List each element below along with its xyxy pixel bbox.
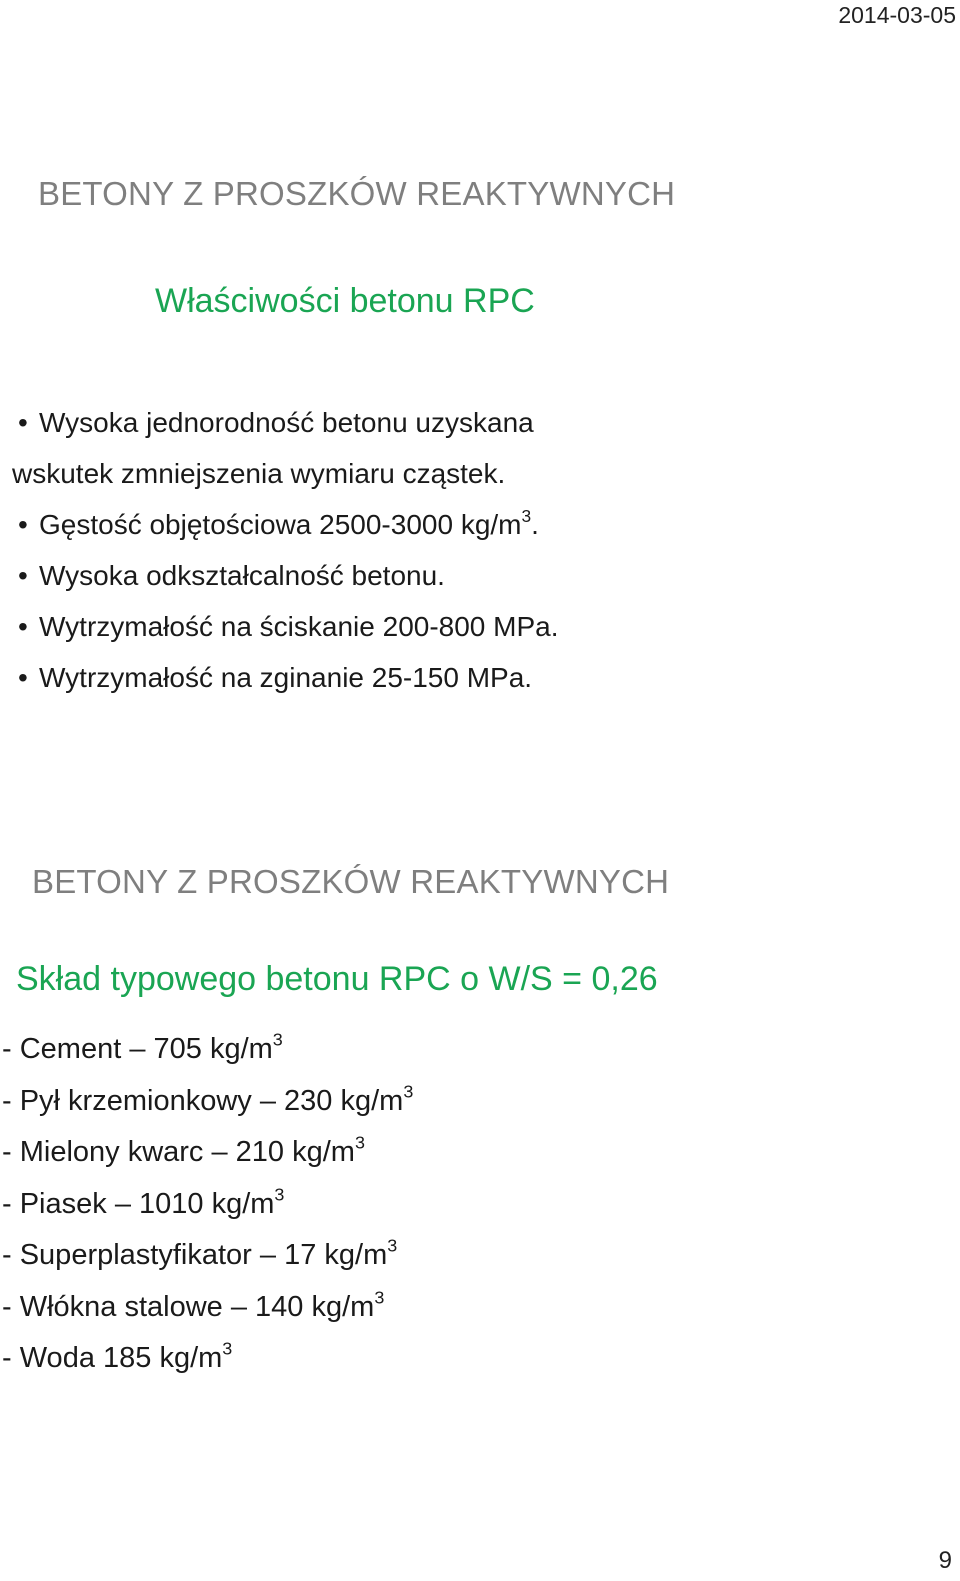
bullet-item-continuation [12, 448, 559, 499]
bullet-dot-icon: • [18, 407, 28, 438]
bullet-item [18, 499, 559, 550]
bullet-suffix: . [531, 509, 539, 540]
bullet-dot-icon: • [18, 662, 28, 693]
superscript: 3 [374, 1286, 385, 1307]
composition-item: - Pył krzemionkowy – 230 $kg/m^3$ [2, 1080, 414, 1117]
composition-item: - Mielony kwarc – 210 $kg/m^3$ [2, 1132, 365, 1168]
superscript: 3 [354, 1132, 365, 1153]
bullet-item [18, 397, 559, 448]
properties-list [12, 397, 559, 703]
bullet-dot-icon: • [18, 611, 28, 642]
bullet-dot-icon: • [18, 560, 28, 591]
composition-item: - Superplastyfikator – 17 $kg/m^3$ [2, 1235, 398, 1271]
bullet-item [18, 550, 559, 601]
superscript: 3 [387, 1235, 398, 1256]
composition-item: - Woda 185 $kg/m^3$ [2, 1338, 233, 1374]
bullet-item [18, 652, 559, 703]
composition-item: - Piasek – 1010 $kg/m^3$ [2, 1183, 285, 1220]
slide2-subtitle: Skład typowego betonu RPC o W/S = 0,26 [16, 960, 658, 998]
slide1-subtitle: Właściwości betonu RPC [155, 282, 535, 320]
composition-list [2, 1024, 413, 1385]
bullet-text: Wytrzymałość na ściskanie 200-800 MPa. [39, 611, 559, 642]
slide2-title: BETONY Z PROSZKÓW REAKTYWNYCH [32, 863, 670, 900]
page-number: 9 [938, 1547, 952, 1574]
superscript: 3 [521, 505, 532, 526]
bullet-text: Wysoka odkształcalność betonu. [39, 560, 445, 591]
bullet-text: Gęstość objętościowa 2500-3000 kg/m [39, 509, 522, 540]
superscript: 3 [272, 1029, 283, 1050]
bullet-item [18, 601, 559, 652]
slide1-title: BETONY Z PROSZKÓW REAKTYWNYCH [38, 175, 676, 212]
bullet-text: Wysoka jednorodność betonu uzyskana [39, 407, 534, 438]
composition-item: - Włókna stalowe – 140 $kg/m^3$ [2, 1286, 385, 1323]
superscript: 3 [403, 1080, 414, 1101]
bullet-text: Wytrzymałość na zginanie 25-150 MPa. [39, 662, 533, 693]
superscript: 3 [274, 1183, 285, 1204]
superscript: 3 [222, 1338, 233, 1359]
composition-item: - Cement – 705 $kg/m^3$ [2, 1029, 283, 1065]
bullet-text: wskutek zmniejszenia wymiaru cząstek. [12, 458, 506, 489]
bullet-dot-icon: • [18, 509, 28, 540]
date-header: 2014-03-05 [838, 2, 956, 28]
